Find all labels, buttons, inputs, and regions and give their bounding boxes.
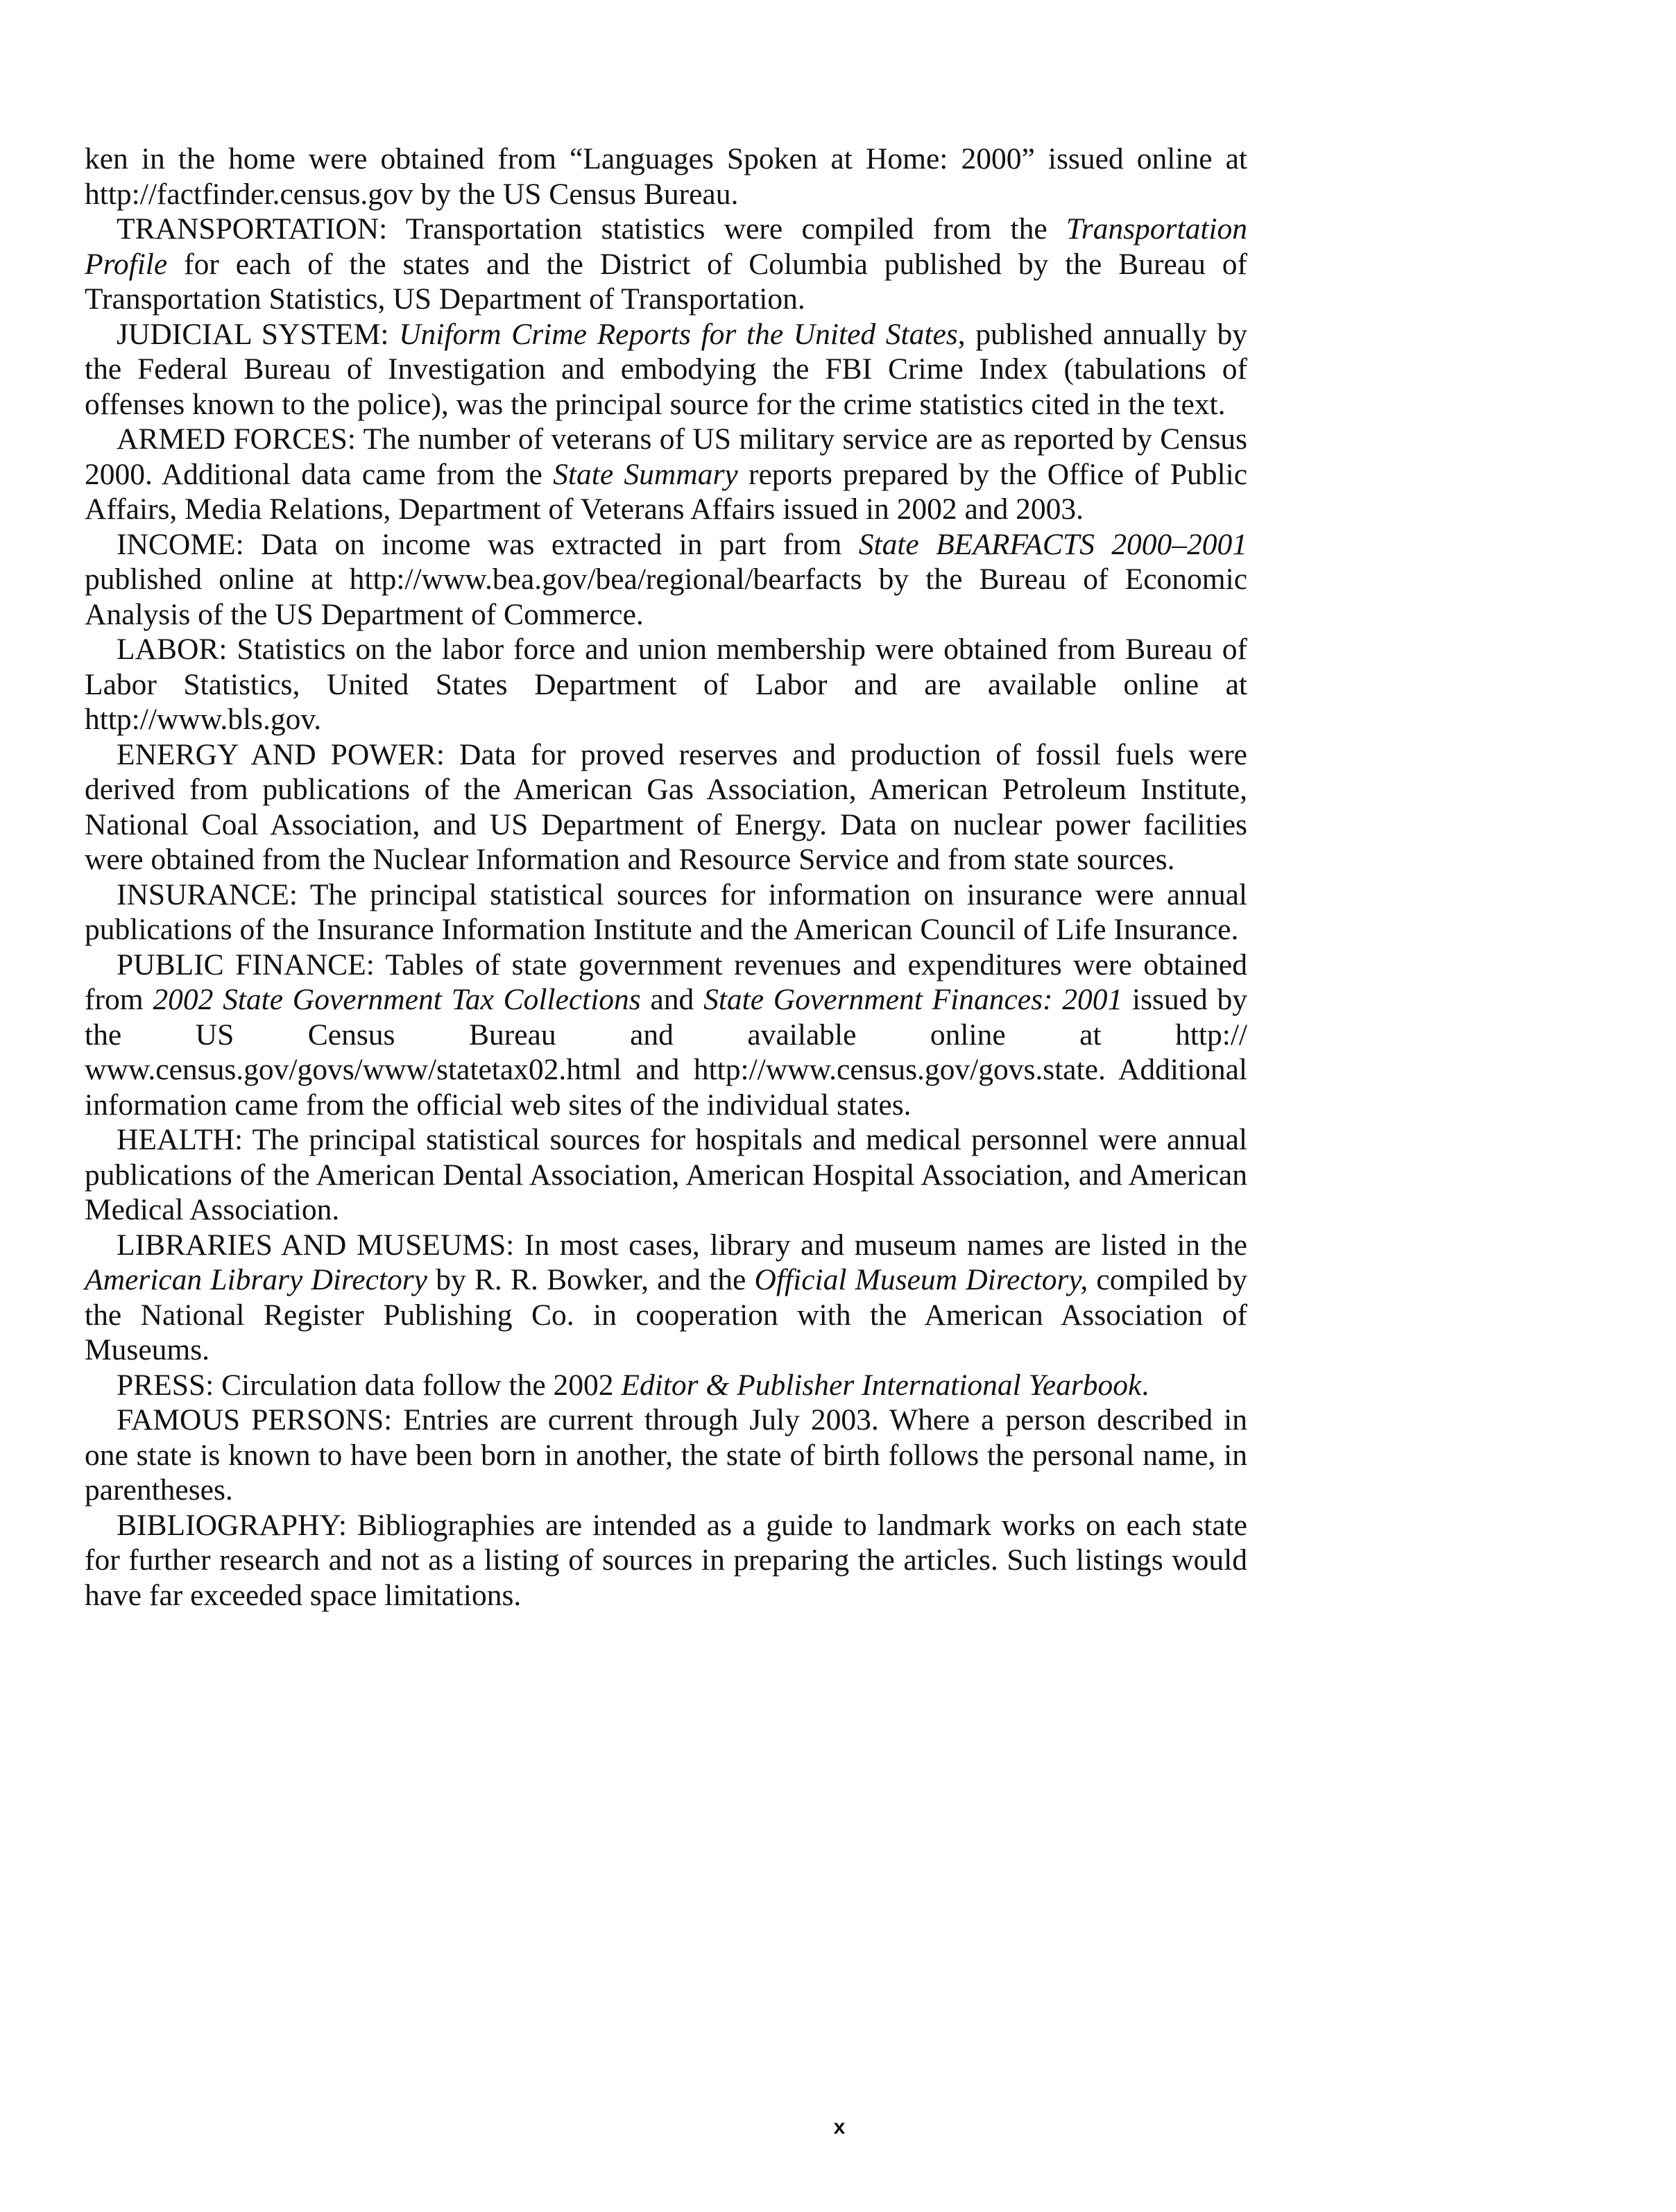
text-run: HEALTH: The principal statistical sources for hospitals and medical personnel were annual publications of the American Dental Association, American Hospital Association, and American Medical Association. xyxy=(85,1123,1247,1226)
paragraph-public-finance xyxy=(85,948,1247,1123)
text-run: ARMED FORCES: The number of veterans of US military service are as reported by Census 2000. Additional data came from the xyxy=(85,422,1247,491)
text-run: LABOR: Statistics on the labor force and union membership were obtained from Bureau of Labor Statistics, United States Department of Labor and are available online at http://www.bls.gov. xyxy=(85,633,1247,736)
paragraph-libraries-and-museums xyxy=(85,1228,1247,1368)
text-run: FAMOUS PERSONS: Entries are current through July 2003. Where a person described in one state is known to have been born in another, the state of birth follows the personal name, in parentheses. xyxy=(85,1403,1247,1507)
italic-title: State Government Finances: 2001 xyxy=(703,983,1123,1016)
paragraph-labor xyxy=(85,632,1247,737)
text-run: JUDICIAL SYSTEM: xyxy=(117,317,400,351)
text-run: LIBRARIES AND MUSEUMS: In most cases, library and museum names are listed in the xyxy=(117,1228,1247,1262)
paragraph-languages-continued xyxy=(85,142,1247,212)
text-run: and xyxy=(640,983,704,1016)
italic-title: Official Museum Directory, xyxy=(754,1263,1088,1296)
italic-title: Uniform Crime Reports for the United States xyxy=(399,317,958,351)
text-run: PRESS: Circulation data follow the 2002 xyxy=(117,1368,622,1402)
paragraph-energy-and-power xyxy=(85,737,1247,877)
text-run: by R. R. Bowker, and the xyxy=(427,1263,755,1296)
italic-title: State Summary xyxy=(553,457,738,491)
text-run: published online at http://www.bea.gov/bea/regional/bearfacts by the Bureau of Economic Analysis of the US Department of Commerce. xyxy=(85,563,1247,631)
italic-title: 2002 State Government Tax Collections xyxy=(153,983,641,1016)
paragraph-armed-forces xyxy=(85,422,1247,527)
text-run: , published annually by the Federal Bureau of Investigation and embodying the FBI Crime Index (tabulations of offenses known to the police), was the principal source for the crime statistics cited in the text. xyxy=(85,317,1247,421)
italic-title: State BEARFACTS 2000–2001 xyxy=(858,527,1248,561)
text-run: ken in the home were obtained from “Languages Spoken at Home: 2000” issued online at http://factfinder.census.gov by the US Census Bureau. xyxy=(85,142,1247,211)
text-run: INCOME: Data on income was extracted in part from xyxy=(117,527,859,561)
text-run: reports prepared by the Office of Public Affairs, Media Relations, Department of Veterans Affairs issued in 2002 and 2003. xyxy=(85,457,1247,526)
paragraph-transportation xyxy=(85,212,1247,317)
text-run: ENERGY AND POWER: Data for proved reserves and production of fossil fuels were derived from publications of the American Gas Association, American Petroleum Institute, National Coal Association, and US Department of Energy. Data on nuclear power facilities were obtained from the Nuclear Information and Resource Service and from state sources. xyxy=(85,737,1247,876)
text-run: issued by the US Census Bureau and available online at http://​www.census.gov/govs/www/statetax02.html and http://www.census.gov/govs.state. Additional information came from the official web sites of the individual states. xyxy=(85,983,1248,1122)
paragraph-bibliography xyxy=(85,1508,1247,1613)
paragraph-press xyxy=(85,1368,1247,1403)
paragraph-judicial-system xyxy=(85,317,1247,422)
paragraph-insurance xyxy=(85,877,1247,948)
body-text xyxy=(85,142,1247,1613)
text-run: for each of the states and the District of Columbia published by the Bureau of Transportation Statistics, US Department of Transportation. xyxy=(85,247,1247,316)
paragraph-income xyxy=(85,527,1247,633)
paragraph-famous-persons xyxy=(85,1403,1247,1508)
text-run: INSURANCE: The principal statistical sources for information on insurance were annual publications of the Insurance Information Institute and the American Council of Life Insurance. xyxy=(85,877,1247,946)
paragraph-health xyxy=(85,1122,1247,1228)
italic-title: Transportation Profile xyxy=(85,212,1247,281)
text-run: TRANSPORTATION: Transportation statistics were compiled from the xyxy=(117,212,1066,246)
italic-title: Editor & Publisher International Yearbook xyxy=(621,1368,1142,1402)
text-run: . xyxy=(1141,1368,1149,1402)
italic-title: American Library Directory xyxy=(85,1263,427,1296)
text-run: PUBLIC FINANCE: Tables of state government revenues and expenditures were obtained from xyxy=(85,948,1247,1016)
text-run: compiled by the National Register Publishing Co. in cooperation with the American Association of Museums. xyxy=(85,1263,1248,1366)
page-number: x xyxy=(833,2116,846,2138)
text-run: BIBLIOGRAPHY: Bibliographies are intended as a guide to landmark works on each state for further research and not as a listing of sources in preparing the articles. Such listings would have far exceeded space limitations. xyxy=(85,1508,1247,1612)
